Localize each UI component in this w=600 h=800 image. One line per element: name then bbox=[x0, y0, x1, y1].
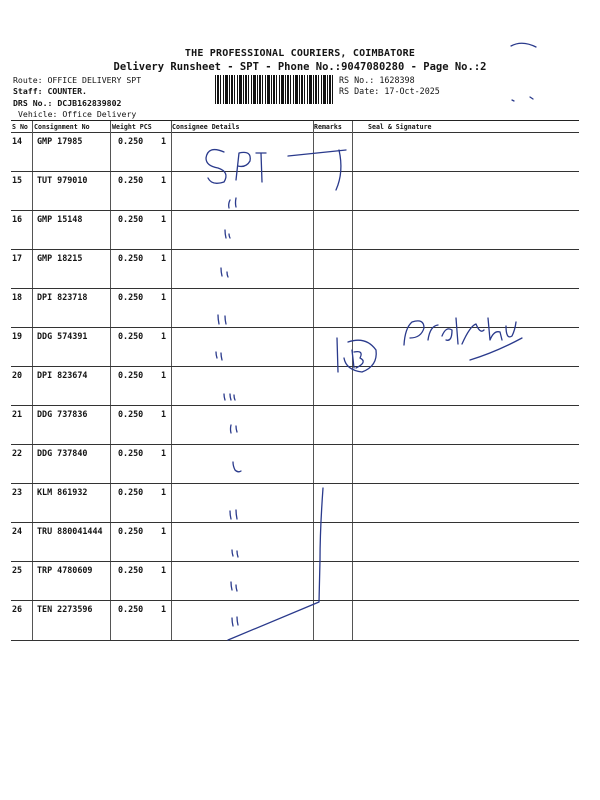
cell-consignment: KLM 861932 bbox=[37, 487, 88, 497]
cell-sno: 21 bbox=[12, 409, 23, 419]
table-top-rule bbox=[11, 120, 579, 121]
header-company: THE PROFESSIONAL COURIERS, COIMBATORE bbox=[184, 48, 416, 59]
col-sno: S No bbox=[12, 123, 28, 131]
rs-date: RS Date: 17-Oct-2025 bbox=[339, 86, 440, 96]
cell-consignment: DDG 737840 bbox=[37, 448, 88, 458]
cell-consignment: DDG 737836 bbox=[37, 409, 88, 419]
cell-weight: 0.250 bbox=[118, 292, 144, 302]
barcode bbox=[215, 75, 335, 104]
rs-number: RS No.: 1628398 bbox=[339, 75, 415, 85]
cell-sno: 14 bbox=[12, 136, 23, 146]
cell-consignment: DPI 823674 bbox=[37, 370, 88, 380]
cell-sno: 18 bbox=[12, 292, 23, 302]
table-row bbox=[0, 523, 600, 562]
table-row bbox=[0, 562, 600, 601]
cell-sno: 22 bbox=[12, 448, 23, 458]
cell-pcs: 1 bbox=[161, 526, 167, 536]
cell-weight: 0.250 bbox=[118, 253, 144, 263]
cell-pcs: 1 bbox=[161, 214, 167, 224]
row-divider bbox=[11, 210, 579, 211]
cell-weight: 0.250 bbox=[118, 136, 144, 146]
cell-pcs: 1 bbox=[161, 370, 167, 380]
col-consignment: Consignment No bbox=[34, 123, 90, 131]
table-bottom-rule bbox=[11, 640, 579, 641]
cell-weight: 0.250 bbox=[118, 175, 144, 185]
col-seal: Seal & Signature bbox=[368, 123, 432, 131]
cell-consignment: GMP 17985 bbox=[37, 136, 83, 146]
cell-sno: 15 bbox=[12, 175, 23, 185]
table-row bbox=[0, 367, 600, 406]
row-divider bbox=[11, 327, 579, 328]
table-row bbox=[0, 484, 600, 523]
cell-consignment: TRU 880041444 bbox=[37, 526, 103, 536]
cell-sno: 23 bbox=[12, 487, 23, 497]
table-row bbox=[0, 133, 600, 172]
cell-sno: 26 bbox=[12, 604, 23, 614]
cell-pcs: 1 bbox=[161, 448, 167, 458]
row-divider bbox=[11, 483, 579, 484]
col-weight-pcs: Weight PCS bbox=[112, 123, 152, 131]
row-divider bbox=[11, 444, 579, 445]
cell-pcs: 1 bbox=[161, 487, 167, 497]
cell-pcs: 1 bbox=[161, 292, 167, 302]
table-row bbox=[0, 211, 600, 250]
table-row bbox=[0, 406, 600, 445]
cell-weight: 0.250 bbox=[118, 370, 144, 380]
cell-pcs: 1 bbox=[161, 136, 167, 146]
cell-pcs: 1 bbox=[161, 175, 167, 185]
cell-sno: 17 bbox=[12, 253, 23, 263]
cell-pcs: 1 bbox=[161, 253, 167, 263]
row-divider bbox=[11, 405, 579, 406]
row-divider bbox=[11, 366, 579, 367]
cell-weight: 0.250 bbox=[118, 526, 144, 536]
col-consignee: Consignee Details bbox=[172, 123, 240, 131]
cell-consignment: GMP 15148 bbox=[37, 214, 83, 224]
cell-pcs: 1 bbox=[161, 604, 167, 614]
cell-sno: 19 bbox=[12, 331, 23, 341]
cell-consignment: TEN 2273596 bbox=[37, 604, 93, 614]
route: Route: OFFICE DELIVERY SPT bbox=[13, 75, 142, 85]
row-divider bbox=[11, 561, 579, 562]
cell-pcs: 1 bbox=[161, 331, 167, 341]
cell-pcs: 1 bbox=[161, 409, 167, 419]
cell-weight: 0.250 bbox=[118, 487, 144, 497]
row-divider bbox=[11, 288, 579, 289]
cell-weight: 0.250 bbox=[118, 409, 144, 419]
corner-mark bbox=[511, 43, 536, 47]
cell-consignment: GMP 18215 bbox=[37, 253, 83, 263]
cell-sno: 20 bbox=[12, 370, 23, 380]
table-row bbox=[0, 328, 600, 367]
cell-pcs: 1 bbox=[161, 565, 167, 575]
vehicle: Vehicle: Office Delivery bbox=[18, 109, 137, 119]
cell-consignment: DPI 823718 bbox=[37, 292, 88, 302]
row-divider bbox=[11, 522, 579, 523]
table-row bbox=[0, 601, 600, 640]
cell-weight: 0.250 bbox=[118, 604, 144, 614]
drs-number: DRS No.: DCJB162839802 bbox=[13, 98, 122, 108]
cell-weight: 0.250 bbox=[118, 448, 144, 458]
cell-sno: 24 bbox=[12, 526, 23, 536]
cell-sno: 25 bbox=[12, 565, 23, 575]
corner-mark bbox=[512, 97, 533, 101]
table-row bbox=[0, 172, 600, 211]
table-row bbox=[0, 250, 600, 289]
table-row bbox=[0, 445, 600, 484]
row-divider bbox=[11, 600, 579, 601]
cell-weight: 0.250 bbox=[118, 214, 144, 224]
cell-weight: 0.250 bbox=[118, 331, 144, 341]
cell-consignment: TUT 979010 bbox=[37, 175, 88, 185]
cell-sno: 16 bbox=[12, 214, 23, 224]
header-title: Delivery Runsheet - SPT - Phone No.:9047080280 - Page No.:2 bbox=[113, 61, 487, 73]
col-remarks: Remarks bbox=[314, 123, 342, 131]
row-divider bbox=[11, 171, 579, 172]
cell-consignment: TRP 4780609 bbox=[37, 565, 93, 575]
staff: Staff: COUNTER. bbox=[13, 86, 87, 96]
row-divider bbox=[11, 249, 579, 250]
cell-consignment: DDG 574391 bbox=[37, 331, 88, 341]
table-row bbox=[0, 289, 600, 328]
cell-weight: 0.250 bbox=[118, 565, 144, 575]
